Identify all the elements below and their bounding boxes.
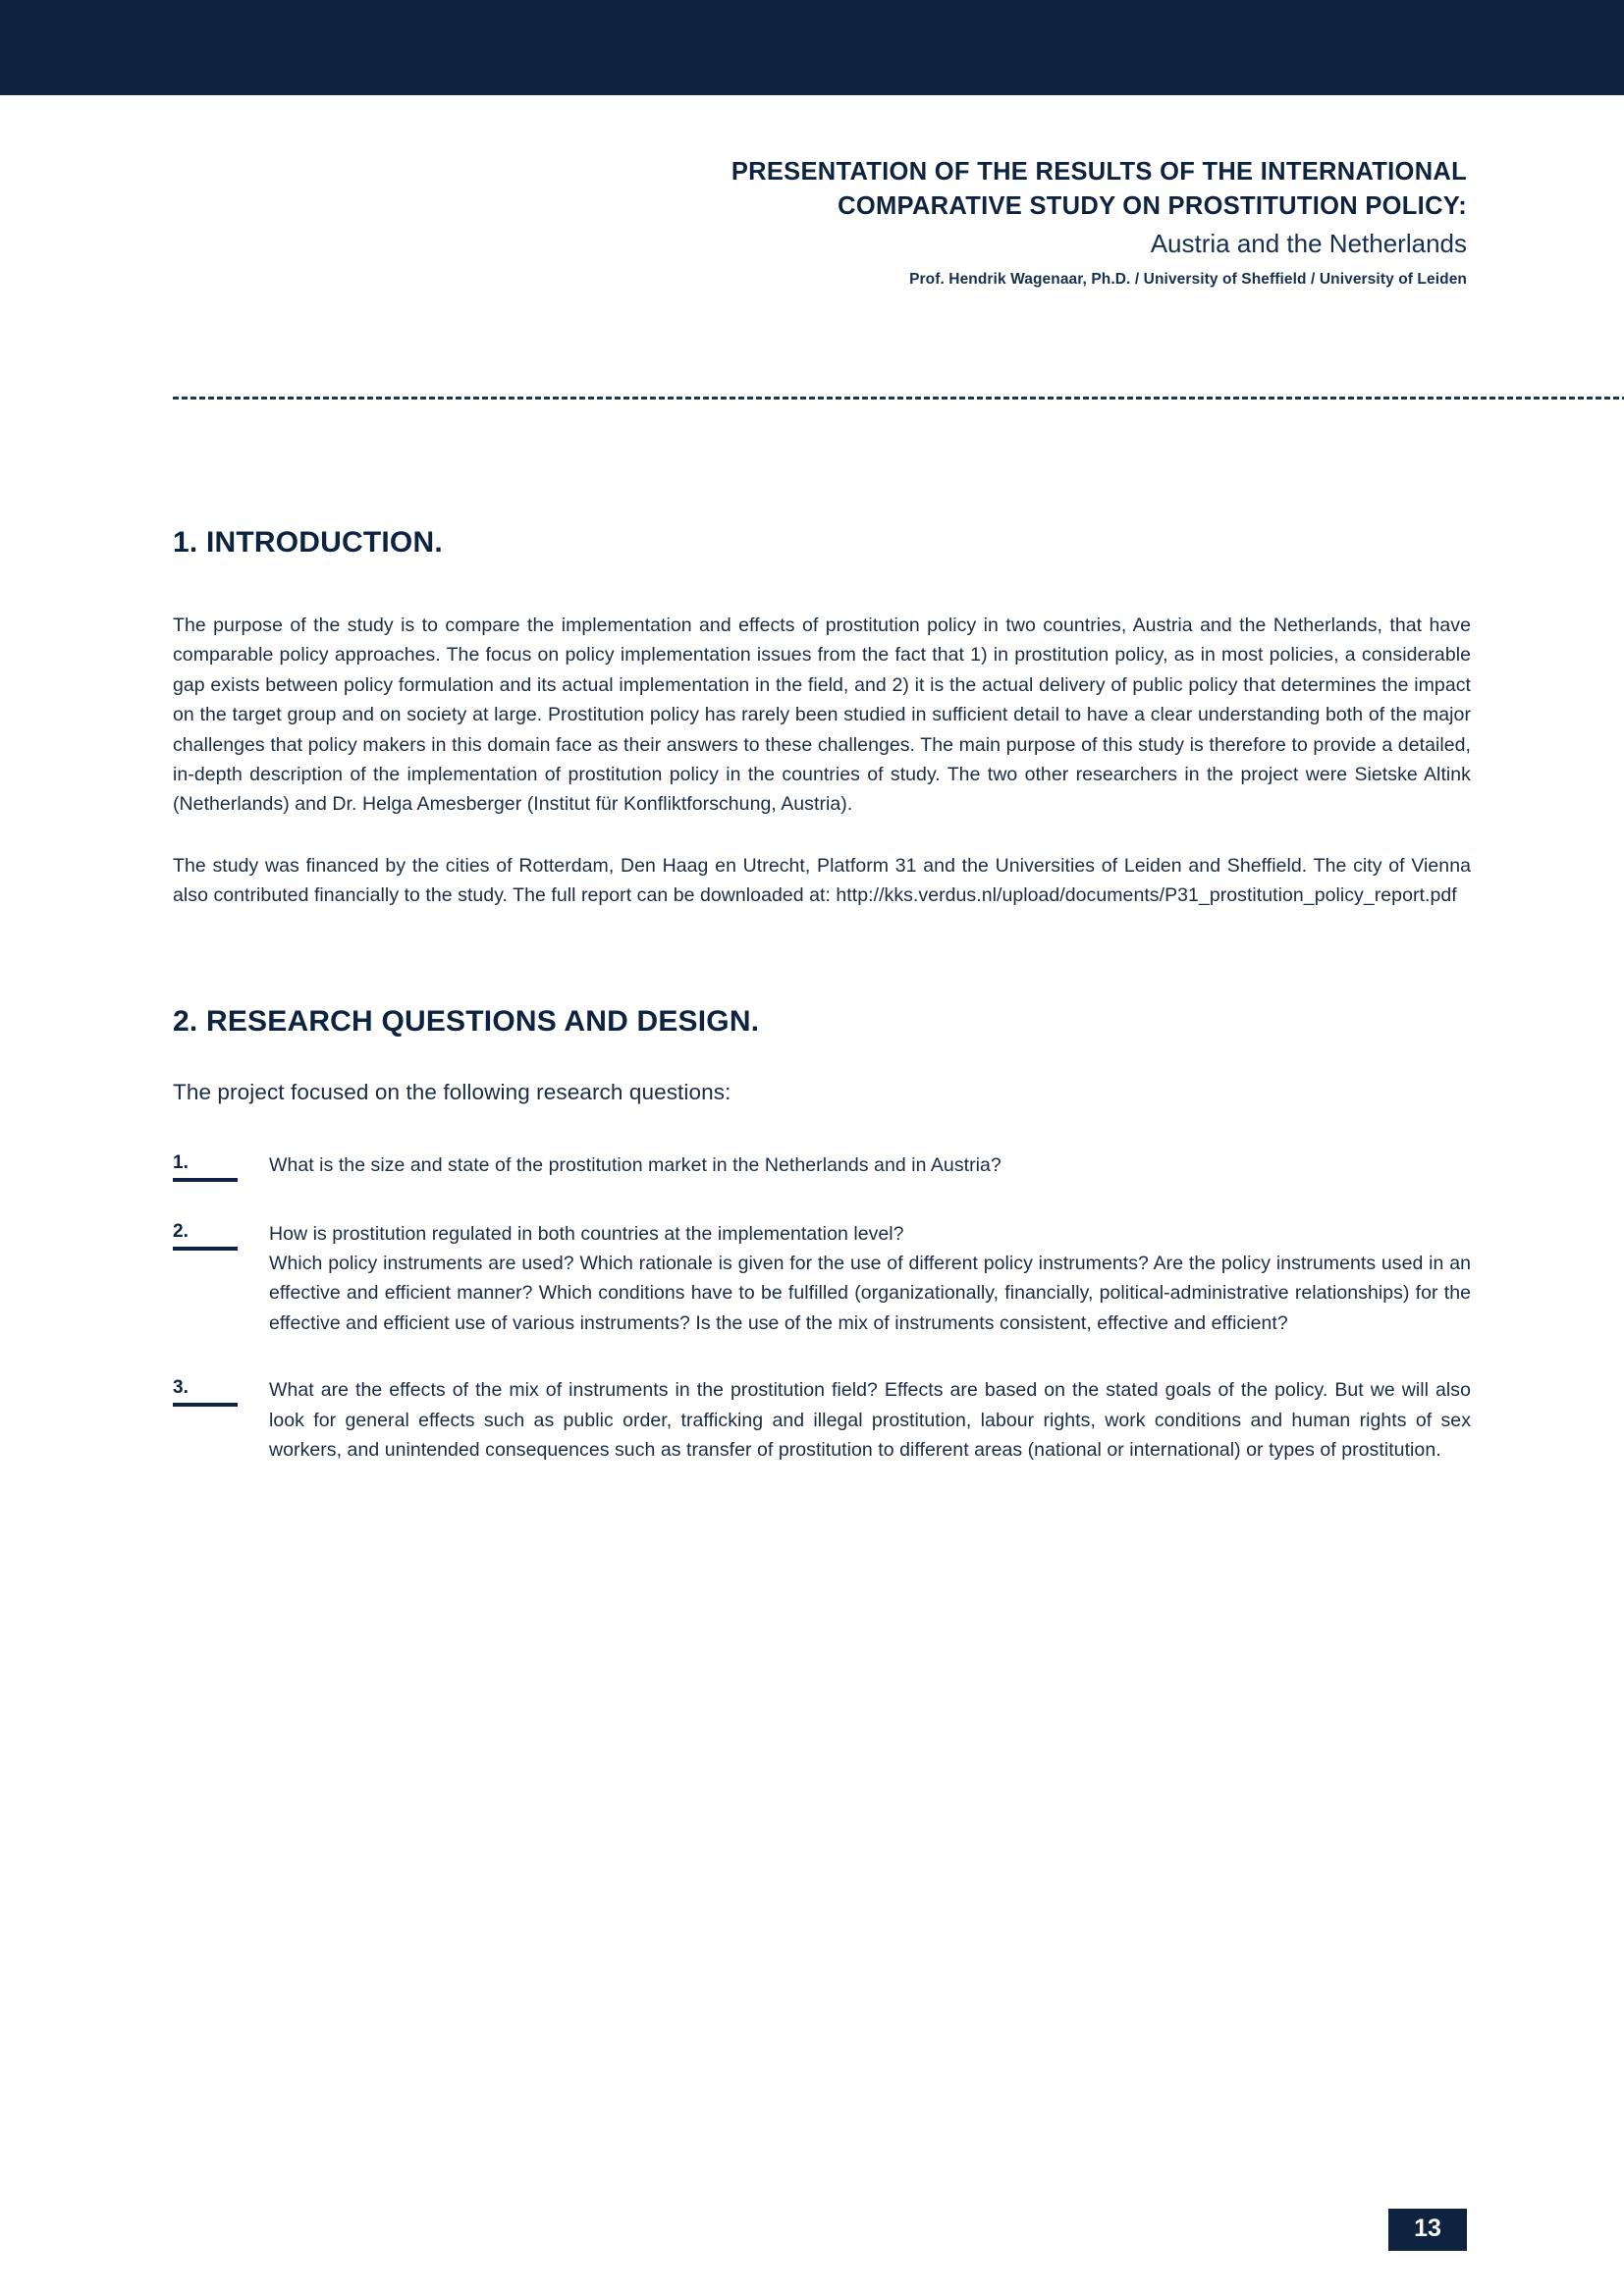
list-item bbox=[173, 1219, 1471, 1339]
list-item bbox=[173, 1150, 1471, 1182]
question-number: 1. bbox=[173, 1150, 238, 1182]
question-body bbox=[269, 1219, 1471, 1339]
introduction-paragraph-2: The study was financed by the cities of Rotterdam, Den Haag en Utrecht, Platform 31 and the Universities of Leiden and Sheffield. The city of Vienna also contributed financially to the study. The full report can be downloaded at: http://kks.verdus.nl/upload/documents/P31_prostitution_policy_report.pdf bbox=[173, 854, 1471, 907]
research-lead-text: The project focused on the following research questions: bbox=[173, 1079, 731, 1104]
section-heading-introduction: 1. INTRODUCTION. bbox=[173, 526, 443, 559]
introduction-paragraph-1: The purpose of the study is to compare the implementation and effects of prostitution policy in two countries, Austria and the Netherlands, that have comparable policy approaches. The focus on policy implementation issues from the fact that 1) in prostitution policy, as in most policies, a considerable gap exists between policy formulation and its actual implementation in the field, and 2) it is the actual delivery of public policy that determines the impact on the target group and on society at large. Prostitution policy has rarely been studied in sufficient detail to have a clear understanding both of the major challenges that policy makers in this domain face as their answers to these challenges. The main purpose of this study is therefore to provide a detailed, in-depth description of the implementation of prostitution policy in the countries of study. The two other researchers in the project were Sietske Altink (Netherlands) and Dr. Helga Amesberger (Institut für Konfliktforschung, Austria). bbox=[173, 614, 1471, 816]
research-questions-list bbox=[173, 1150, 1471, 1466]
question-text: What is the size and state of the prostitution market in the Netherlands and in Austria? bbox=[269, 1153, 1001, 1176]
question-number: 3. bbox=[173, 1375, 238, 1407]
header-title-line-1: PRESENTATION OF THE RESULTS OF THE INTERNATIONAL bbox=[731, 158, 1467, 186]
document-body bbox=[173, 526, 1471, 1466]
question-number: 2. bbox=[173, 1219, 238, 1251]
question-text: What are the effects of the mix of instruments in the prostitution field? Effects are based on the stated goals of the policy. But we will also look for general effects such as public order, trafficking and illegal prostitution, labour rights, work conditions and human rights of sex workers, and unintended consequences such as transfer of prostitution to different areas (national or international) or types of prostitution. bbox=[269, 1379, 1471, 1462]
page-top-bar bbox=[0, 0, 1624, 95]
header-subtitle: Austria and the Netherlands bbox=[1150, 229, 1467, 259]
question-first-line: How is prostitution regulated in both countries at the implementation level? bbox=[269, 1222, 904, 1245]
list-item bbox=[173, 1375, 1471, 1465]
header-author: Prof. Hendrik Wagenaar, Ph.D. / University of Sheffield / University of Leiden bbox=[909, 271, 1467, 289]
page-number: 13 bbox=[1388, 2209, 1467, 2251]
header-title-line-2: COMPARATIVE STUDY ON PROSTITUTION POLICY: bbox=[838, 192, 1467, 221]
header-divider bbox=[173, 397, 1624, 400]
question-text: Which policy instruments are used? Which rationale is given for the use of different policy instruments? Are the policy instruments used in an effective and efficient manner? Which conditions have to be fulfilled (organizationally, financially, political-administrative relationships) for the effective and efficient use of various instruments? Is the use of the mix of instruments consistent, effective and efficient? bbox=[269, 1253, 1471, 1334]
section-heading-research-questions: 2. RESEARCH QUESTIONS AND DESIGN. bbox=[173, 1004, 760, 1038]
document-header bbox=[387, 155, 1467, 289]
